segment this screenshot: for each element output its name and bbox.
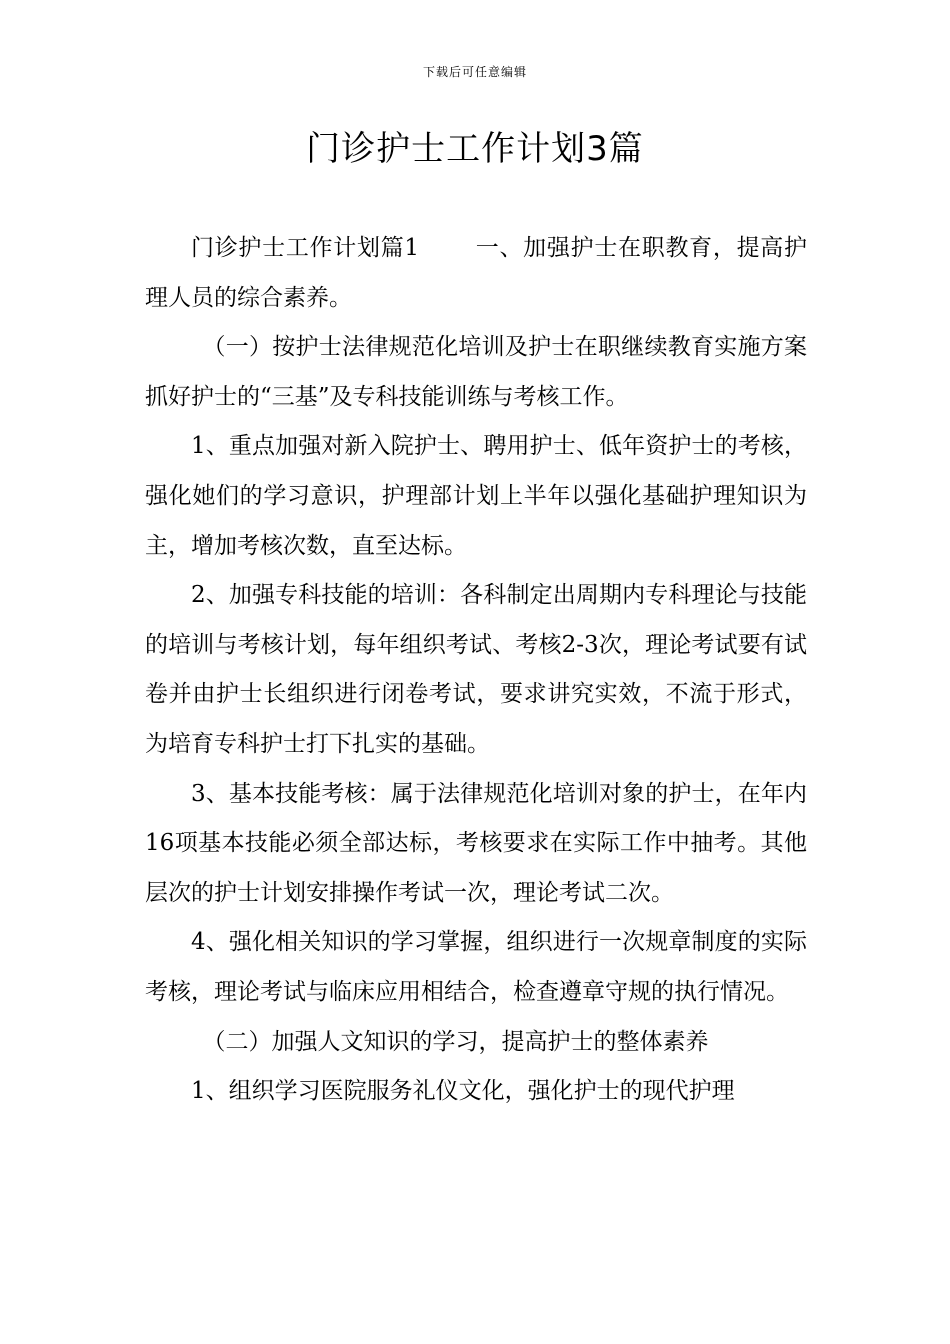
body-paragraph-3: 3、基本技能考核：属于法律规范化培训对象的护士，在年内16项基本技能必须全部达标，考核要求在实际工作中抽考。其他层次的护士计划安排操作考试一次，理论考试二次。 xyxy=(145,780,807,906)
body-paragraph-5: 1、组织学习医院服务礼仪文化，强化护士的现代护理 xyxy=(191,1078,735,1105)
intro-paragraph xyxy=(145,224,807,323)
document-body xyxy=(145,224,807,1117)
intro-heading-text: 一、加强护士在职教育，提高护理人员的综合素养。 xyxy=(145,235,808,311)
body-paragraph-1: 1、重点加强对新入院护士、聘用护士、低年资护士的考核，强化她们的学习意识，护理部计划上半年以强化基础护理知识为主，增加考核次数，直至达标。 xyxy=(145,433,807,559)
body-paragraph-4: 4、强化相关知识的学习掌握，组织进行一次规章制度的实际考核，理论考试与临床应用相结合，检查遵章守规的执行情况。 xyxy=(145,929,807,1005)
subsection-heading-2: （二）加强人文知识的学习，提高护士的整体素养 xyxy=(202,1028,709,1055)
intro-section-label: 门诊护士工作计划篇1 xyxy=(191,235,420,261)
subsection-heading-1: （一）按护士法律规范化培训及护士在职继续教育实施方案抓好护士的“三基”及专科技能训练与考核工作。 xyxy=(145,334,807,410)
body-paragraph-2: 2、加强专科技能的培训：各科制定出周期内专科理论与技能的培训与考核计划，每年组织考试、考核2-3次，理论考试要有试卷并由护士长组织进行闭卷考试，要求讲究实效，不流于形式，为培育专科护士打下扎实的基础。 xyxy=(145,582,807,757)
document-title: 门诊护士工作计划3篇 xyxy=(306,129,644,169)
header-note: 下载后可任意编辑 xyxy=(422,65,527,79)
